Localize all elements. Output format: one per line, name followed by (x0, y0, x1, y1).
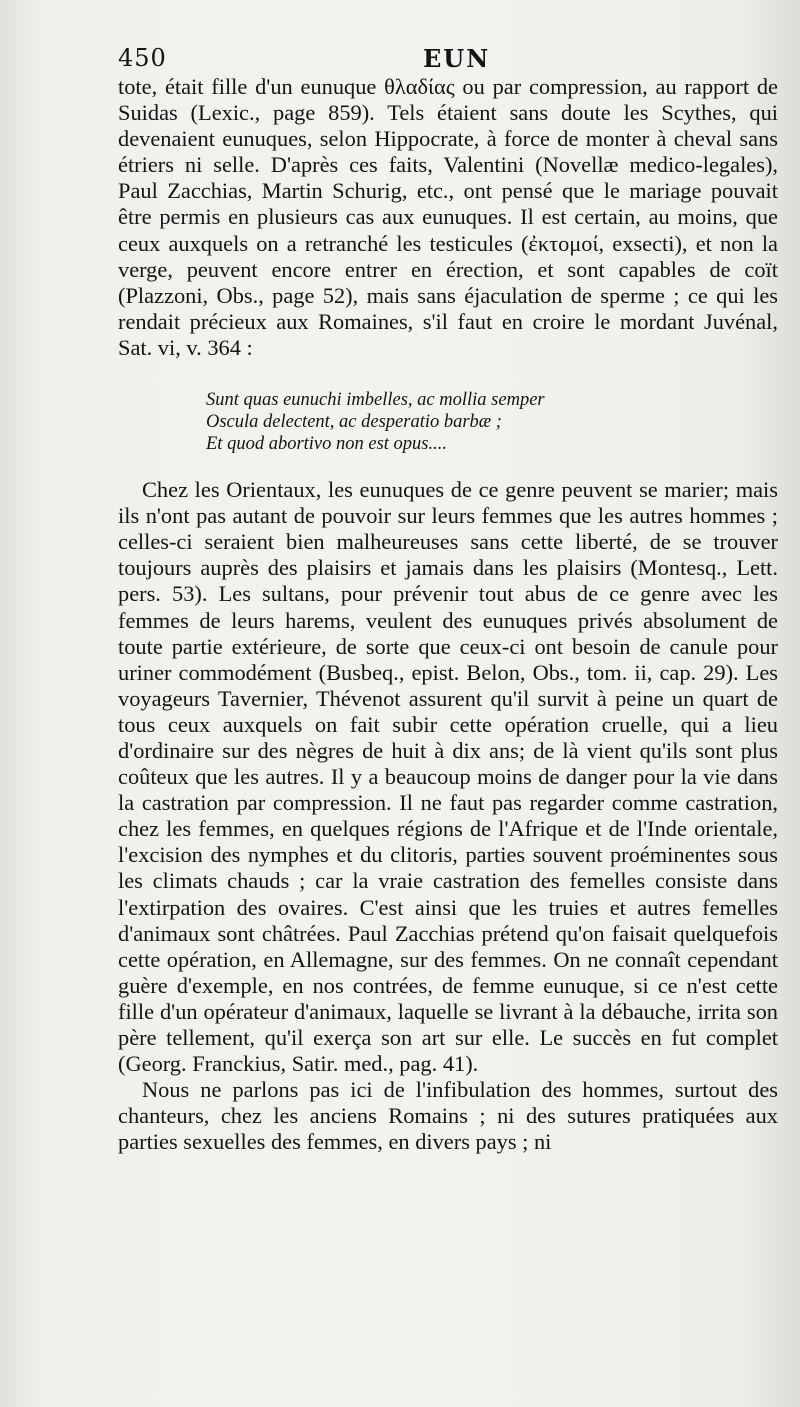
page-number: 450 (118, 44, 167, 72)
quote-line-3: Et quod abortivo non est opus.... (206, 434, 448, 455)
body-text (118, 74, 778, 1155)
running-head: EUN (423, 44, 491, 73)
quote-line-1: Sunt quas eunuchi imbelles, ac mollia semper (206, 390, 545, 411)
paragraph-3: Nous ne parlons pas ici de l'infibulation des hommes, surtout des chanteurs, chez les anciens Romains ; ni des sutures pratiquées aux parties sexuelles des femmes, en divers pays ; ni (118, 1077, 778, 1155)
paragraph-1: tote, était fille d'un eunuque θλαδίας ou par compression, au rapport de Suidas (Lexic., page 859). Tels étaient sans doute les Scythes, qui devenaient eunuques, selon Hippocrate, à force de monter à cheval sans étriers ni selle. D'après ces faits, Valentini (Novellæ medico-legales), Paul Zacchias, Martin Schurig, etc., ont pensé que le mariage pouvait être permis en plusieurs cas aux eunuques. Il est certain, au moins, que ceux auxquels on a retranché les testicules (ἐκτομοί, exsecti), et non la verge, peuvent encore entrer en érection, et sont capables de coït (Plazzoni, Obs., page 52), mais sans éjaculation de sperme ; ce qui les rendait précieux aux Romaines, s'il faut en croire le mordant Juvénal, Sat. vi, v. 364 : (118, 74, 778, 360)
paragraph-2: Chez les Orientaux, les eunuques de ce genre peuvent se marier; mais ils n'ont pas autant de pouvoir sur leurs femmes que les autres hommes ; celles-ci seraient bien malheureuses sans cette liberté, de se trouver toujours auprès des plaisirs et jamais dans les plaisirs (Montesq., Lett. pers. 53). Les sultans, pour prévenir tout abus de ce genre avec les femmes de leurs harems, veulent des eunuques privés absolument de toute partie extérieure, de sorte que ceux-ci ont besoin de canule pour uriner commodément (Busbeq., epist. Belon, Obs., tom. ii, cap. 29). Les voyageurs Tavernier, Thévenot assurent qu'il survit à peine un quart de tous ceux auxquels on fait subir cette opération cruelle, qui a lieu d'ordinaire sur des nègres de huit à dix ans; de là vient qu'ils sont plus coûteux que les autres. Il y a beaucoup moins de danger pour la vie dans la castration par compression. Il ne faut pas regarder comme castration, chez les femmes, en quelques régions de l'Afrique et de l'Inde orientale, l'excision des nymphes et du clitoris, parties souvent proéminentes sous les climats chauds ; car la vraie castration des femelles consiste dans l'extirpation des ovaires. C'est ainsi que les truies et autres femelles d'animaux sont châtrées. Paul Zacchias prétend qu'on faisait quelquefois cette opération, en Allemagne, sur des femmes. On ne connaît cependant guère d'exemple, en nos contrées, de femme eunuque, si ce n'est cette fille d'un opérateur d'animaux, laquelle se livrant à la débauche, irrita son père tellement, qu'il exerça son art sur elle. Le succès en fut complet (Georg. Franckius, Satir. med., pag. 41). (118, 477, 778, 1077)
latin-quotation (206, 389, 778, 455)
page-header (118, 44, 780, 78)
quote-line-2: Oscula delectent, ac desperatio barbæ ; (206, 412, 502, 433)
